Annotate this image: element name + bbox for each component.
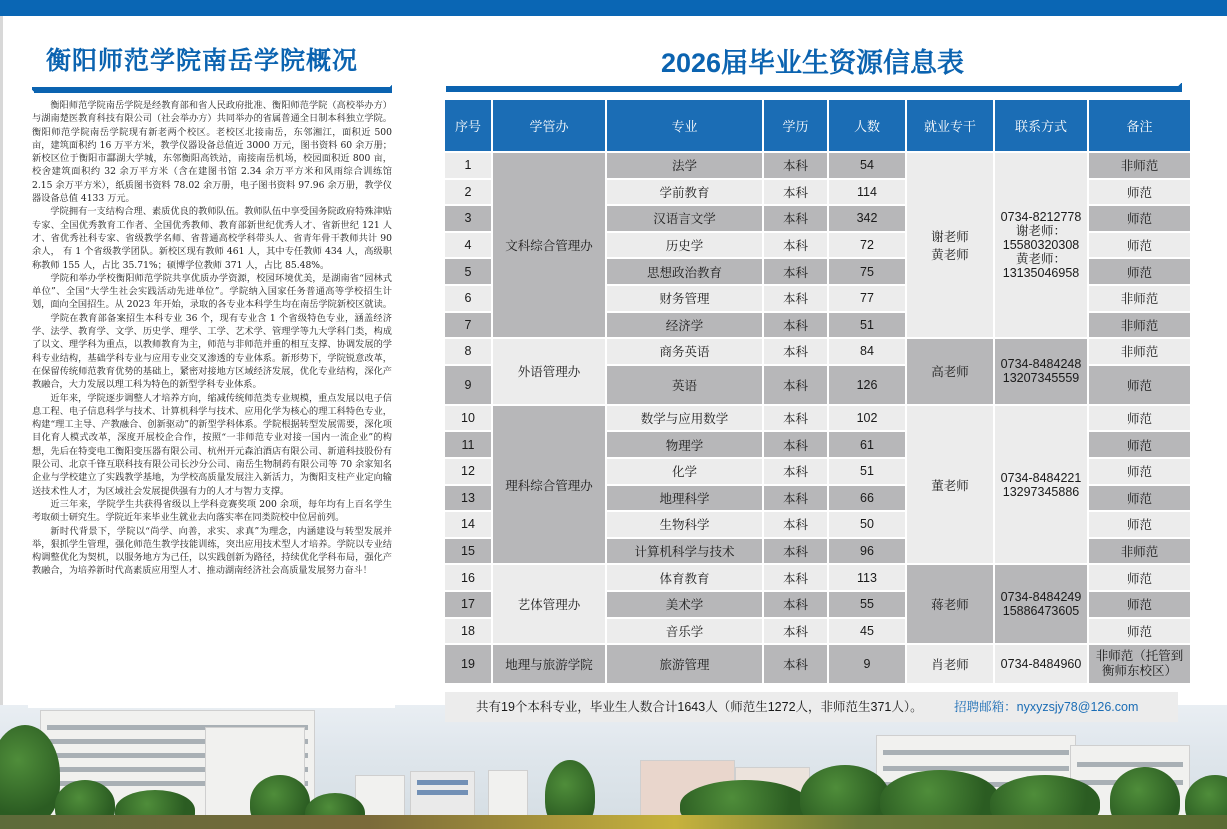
cell-degree: 本科: [764, 339, 827, 364]
contact-line: 13297345886: [1002, 484, 1080, 499]
cell-index: 6: [445, 286, 491, 311]
cell-index: 19: [445, 645, 491, 683]
cell-major: 思想政治教育: [607, 259, 762, 284]
cell-note: 师范: [1089, 259, 1190, 284]
cell-contact: [995, 565, 1087, 643]
cell-note: 非师范: [1089, 153, 1190, 178]
cell-count: 96: [829, 539, 905, 564]
overview-paragraph: 近年来，学院逐步调整人才培养方向，缩减传统师范类专业规模，重点发展以电子信息工程、电子信息科学与技术、计算机科学与技术、应用化学为核心的理工科特色专业，构建“理工主导、产教融合、创新驱动”的新型学科体系。学院根据转型发展需要，深化项目化育人模式改革，深度开展校企合作，按照“一非师范专业对接一国内一流企业”的构想，先后在特变电工衡阳变压器有限公司、杭州开元森泊酒店有限公司、新道科技股份有限公司、北京千锋互联科技有限公司长沙分公司、南岳生物制药有限公司等 70 余家知名企业与学校建立了实践教学基地，为学校高质量发展注入新活力，为衡阳支柱产业定向输送技术性人才，为区域社会发展提供强有力的人才与智力支撑。: [32, 392, 392, 497]
table-row: [445, 153, 1190, 178]
cell-office: 文科综合管理办: [493, 153, 605, 337]
recruit-email: 招聘邮箱：nyxyzsjy78@126.com: [954, 700, 1139, 714]
cell-major: 汉语言文学: [607, 206, 762, 231]
cell-count: 50: [829, 512, 905, 537]
contact-line: 13207345559: [1002, 371, 1080, 386]
cell-index: 11: [445, 432, 491, 457]
cell-office: 理科综合管理办: [493, 406, 605, 564]
cell-staff: 董老师: [907, 406, 993, 564]
cell-degree: 本科: [764, 313, 827, 338]
cell-index: 17: [445, 592, 491, 617]
table-header-row: [445, 100, 1190, 151]
overview-paragraph: 学院拥有一支结构合理、素质优良的教师队伍。教师队伍中享受国务院政府特殊津贴专家、全国优秀教育工作者、全国优秀教师、教育部新世纪优秀人才、省新世纪 121 人才、省优秀社科专家、省级教学名师、省普通高校学科带头人、省青年骨干教师共计 90 余人， 有 1 个省级教学团队。新校区现有教师 461 人，其中专任教师 434 人，高级职称教师 155 人，占比 35.71%；硕博学位教师 371 人，占比 85.48%。: [32, 206, 392, 271]
cell-degree: 本科: [764, 565, 827, 590]
overview-paragraph: 学院在教育部备案招生本科专业 36 个，现有专业含 1 个省级特色专业，涵盖经济学、法学、教育学、文学、历史学、理学、工学、艺术学、管理学等九大学科门类，构成了以文、理学科为重点，以教师教育为主，师范与非师范并重的相互支撑、协调发展的学科专业结构，基础学科专业与应用专业交叉渗透的专业体系。新形势下，学院锐意改革，在保留传统师范教育优势的基础上，紧密对接地方区域经济发展，优化专业结构，深化产教融合，大力发展以理工科为特色的新型学科专业体系。: [32, 312, 392, 391]
campus-photo: [0, 705, 1227, 829]
cell-staff: 肖老师: [907, 645, 993, 683]
cell-office: 地理与旅游学院: [493, 645, 605, 683]
cell-major: 物理学: [607, 432, 762, 457]
cell-major: 英语: [607, 366, 762, 404]
cell-count: 66: [829, 486, 905, 511]
cell-index: 4: [445, 233, 491, 258]
cell-index: 16: [445, 565, 491, 590]
table-row: [445, 339, 1190, 364]
cell-degree: 本科: [764, 406, 827, 431]
contact-line: 谢老师：: [1015, 224, 1066, 239]
cell-note: 师范: [1089, 565, 1190, 590]
overview-text: [32, 99, 392, 578]
cell-degree: 本科: [764, 459, 827, 484]
cell-index: 7: [445, 313, 491, 338]
cell-major: 商务英语: [607, 339, 762, 364]
cell-contact: [995, 153, 1087, 337]
contact-line: 0734-8484249: [1000, 590, 1082, 605]
cell-count: 102: [829, 406, 905, 431]
cell-note: 师范: [1089, 233, 1190, 258]
cell-degree: 本科: [764, 259, 827, 284]
cell-degree: 本科: [764, 153, 827, 178]
cell-index: 3: [445, 206, 491, 231]
cell-degree: 本科: [764, 180, 827, 205]
cell-count: 77: [829, 286, 905, 311]
table-footer: [445, 692, 1178, 722]
cell-count: 342: [829, 206, 905, 231]
cell-count: 113: [829, 565, 905, 590]
cell-note: 师范: [1089, 512, 1190, 537]
cell-index: 15: [445, 539, 491, 564]
header-note: 备注: [1089, 100, 1190, 151]
cell-degree: 本科: [764, 206, 827, 231]
cell-count: 45: [829, 619, 905, 644]
table-row: [445, 565, 1190, 590]
cell-major: 生物科学: [607, 512, 762, 537]
cell-index: 12: [445, 459, 491, 484]
cell-index: 14: [445, 512, 491, 537]
cell-major: 化学: [607, 459, 762, 484]
cell-count: 126: [829, 366, 905, 404]
cell-count: 51: [829, 459, 905, 484]
graduate-table-title: 2026届毕业生资源信息表: [660, 48, 965, 78]
cell-note: 师范: [1089, 366, 1190, 404]
cell-major: 财务管理: [607, 286, 762, 311]
cell-note: 非师范: [1089, 286, 1190, 311]
cell-note: 师范: [1089, 592, 1190, 617]
overview-paragraph: 学院和举办学校衡阳师范学院共享优质办学资源，校园环境优美，是湖南省“园林式单位”、全国“大学生社会实践活动先进单位”。学院纳入国家任务普通高等学校招生计划，面向全国招生。从 2023 年开始，录取的各专业本科学生均在南岳学院新校区就读。: [32, 272, 392, 311]
contact-line: 0734-8484248: [1000, 357, 1082, 372]
cell-staff: [907, 153, 993, 337]
cell-note: 非师范: [1089, 539, 1190, 564]
cell-count: 114: [829, 180, 905, 205]
cell-count: 61: [829, 432, 905, 457]
cell-note: 师范: [1089, 206, 1190, 231]
building-hall: [410, 771, 475, 821]
cell-office: 艺体管理办: [493, 565, 605, 643]
header-office: 学管办: [493, 100, 605, 151]
cell-index: 18: [445, 619, 491, 644]
cell-major: 地理科学: [607, 486, 762, 511]
overview-paragraph: 近三年来，学院学生共获得省级以上学科竞赛奖项 200 余项，每年均有上百名学生考取硕士研究生。学院近年来毕业生就业去向落实率在同类院校中位居前列。: [32, 498, 392, 524]
cell-note: [1089, 645, 1190, 683]
cell-index: 8: [445, 339, 491, 364]
cell-staff: 高老师: [907, 339, 993, 404]
table-row: [445, 406, 1190, 431]
cell-major: 学前教育: [607, 180, 762, 205]
cell-degree: 本科: [764, 645, 827, 683]
contact-line: 0734-8484221: [1000, 470, 1082, 485]
header-staff: 就业专干: [907, 100, 993, 151]
cell-index: 5: [445, 259, 491, 284]
cell-count: 9: [829, 645, 905, 683]
cell-major: 数学与应用数学: [607, 406, 762, 431]
college-overview-panel: [32, 40, 392, 578]
cell-major: 音乐学: [607, 619, 762, 644]
cell-count: 54: [829, 153, 905, 178]
ground-flowerbed: [0, 815, 1227, 829]
graduate-resource-table: [443, 98, 1192, 685]
cell-count: 51: [829, 313, 905, 338]
cell-index: 9: [445, 366, 491, 404]
cell-major: 经济学: [607, 313, 762, 338]
title-underline: [32, 87, 392, 93]
note-line: 衡师东校区）: [1101, 664, 1177, 679]
contact-line: 0734-8212778: [1000, 210, 1082, 225]
table-title-underline: [446, 86, 1178, 92]
cell-degree: 本科: [764, 366, 827, 404]
overview-paragraph: 衡阳师范学院南岳学院是经教育部和省人民政府批准、衡阳师范学院（高校举办方）与湖南楚医教育科技有限公司（社会举办方）共同举办的省属普通全日制本科独立学院。衡阳师范学院南岳学院现有新老两个校区。老校区北接南岳，东邻湘江，面积近 500 亩，建筑面积约 16 万平方米，教学仪器设备总值近 3000 万元，图书资料 60 余万册；新校区位于衡阳市酃湖大学城，东邻衡阳高铁站，南接南岳机场，校园面积近 800 亩，校舍建筑面积约 32 余万平方米（含在建图书馆 2.34 余万平方米和风雨综合训练馆 2.15 余万平方米），纸质图书资料 78.02 余万册，电子图书资料 97.96 余万册，教学仪器设备总值 4133 万元。: [32, 100, 392, 205]
cell-index: 13: [445, 486, 491, 511]
cell-degree: 本科: [764, 286, 827, 311]
cell-note: 师范: [1089, 180, 1190, 205]
cell-major: 旅游管理: [607, 645, 762, 683]
cell-degree: 本科: [764, 619, 827, 644]
header-degree: 学历: [764, 100, 827, 151]
cell-count: 84: [829, 339, 905, 364]
cell-major: 法学: [607, 153, 762, 178]
contact-line: 15886473605: [1002, 604, 1080, 619]
cell-degree: 本科: [764, 512, 827, 537]
cell-degree: 本科: [764, 592, 827, 617]
cell-contact: 0734-8484960: [995, 645, 1087, 683]
cell-count: 75: [829, 259, 905, 284]
contact-line: 13135046958: [1002, 266, 1080, 281]
cell-degree: 本科: [764, 539, 827, 564]
cell-degree: 本科: [764, 486, 827, 511]
cell-major: 美术学: [607, 592, 762, 617]
cell-note: 师范: [1089, 619, 1190, 644]
cell-contact: [995, 339, 1087, 404]
header-contact: 联系方式: [995, 100, 1087, 151]
overview-paragraph: 新时代背景下，学院以“尚学、向善，求实、求真”为理念，内涵建设与转型发展并举，狠抓学生管理，强化师范生教学技能训练，突出应用技术型人才培养。学院以专业结构调整优化为契机，以服务地方为己任，以实践创新为路径，持续优化学科布局，强化产教融合，为培养新时代高素质应用型人才、推动湖南经济社会高质量发展努力奋斗！: [32, 525, 392, 577]
cell-office: 外语管理办: [493, 339, 605, 404]
cell-count: 55: [829, 592, 905, 617]
cell-degree: 本科: [764, 233, 827, 258]
summary-text: 共有19个本科专业，毕业生人数合计1643人（师范生1272人，非师范生371人）。: [476, 700, 923, 714]
cell-staff: 蒋老师: [907, 565, 993, 643]
staff-name: 谢老师: [931, 230, 969, 245]
header-major: 专业: [607, 100, 762, 151]
building-tower: [488, 770, 528, 820]
cell-note: 非师范: [1089, 339, 1190, 364]
header-count: 人数: [829, 100, 905, 151]
contact-line: 黄老师：: [1015, 252, 1066, 267]
contact-line: 15580320308: [1002, 238, 1080, 253]
cell-major: 计算机科学与技术: [607, 539, 762, 564]
cell-index: 2: [445, 180, 491, 205]
top-banner-bar: [0, 0, 1227, 16]
cell-index: 10: [445, 406, 491, 431]
note-line: 非师范（托管到: [1095, 649, 1184, 664]
cell-note: 师范: [1089, 459, 1190, 484]
cell-major: 体育教育: [607, 565, 762, 590]
header-index: 序号: [445, 100, 491, 151]
cell-degree: 本科: [764, 432, 827, 457]
staff-name: 黄老师: [931, 248, 969, 263]
table-row: [445, 645, 1190, 683]
cell-note: 非师范: [1089, 313, 1190, 338]
cell-index: 1: [445, 153, 491, 178]
cell-count: 72: [829, 233, 905, 258]
cell-major: 历史学: [607, 233, 762, 258]
overview-title: 衡阳师范学院南岳学院概况: [46, 47, 359, 75]
cell-note: 师范: [1089, 432, 1190, 457]
cell-note: 师范: [1089, 486, 1190, 511]
cell-contact: [995, 406, 1087, 564]
cell-note: 师范: [1089, 406, 1190, 431]
